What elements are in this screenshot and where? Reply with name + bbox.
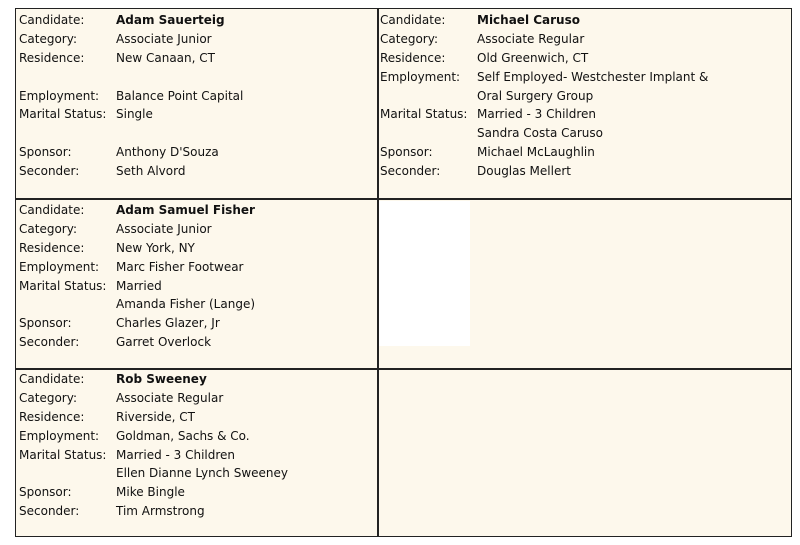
candidate-label: Candidate: bbox=[19, 13, 85, 27]
seconder-label: Seconder: bbox=[19, 164, 80, 179]
category-label: Category: bbox=[19, 221, 77, 236]
employment-value: Goldman, Sachs & Co. bbox=[116, 428, 250, 443]
seconder-value: Seth Alvord bbox=[116, 164, 186, 179]
residence-value: New York, NY bbox=[116, 240, 195, 255]
seconder-value: Garret Overlock bbox=[116, 335, 212, 350]
seconder-label: Seconder: bbox=[19, 335, 80, 350]
candidate-card bbox=[19, 11, 374, 181]
blank-image-area bbox=[379, 201, 470, 346]
sponsor-label: Sponsor: bbox=[380, 145, 433, 160]
employment-value: Balance Point Capital bbox=[116, 88, 244, 103]
sponsor-label: Sponsor: bbox=[19, 145, 72, 160]
category-value: Associate Regular bbox=[116, 390, 224, 405]
seconder-value: Douglas Mellert bbox=[477, 164, 571, 179]
sponsor-label: Sponsor: bbox=[19, 316, 72, 331]
candidate-name: Adam Samuel Fisher bbox=[116, 203, 255, 217]
spouse-name: Sandra Costa Caruso bbox=[477, 126, 604, 141]
marital-status-value: Married - 3 Children bbox=[116, 447, 236, 462]
marital-status-value: Married bbox=[116, 278, 162, 293]
spouse-name: Ellen Dianne Lynch Sweeney bbox=[116, 466, 288, 481]
category-value: Associate Junior bbox=[116, 31, 212, 46]
category-value: Associate Regular bbox=[477, 31, 585, 46]
category-label: Category: bbox=[380, 31, 438, 46]
marital-status-value: Single bbox=[116, 107, 153, 122]
residence-value: Riverside, CT bbox=[116, 409, 196, 424]
row-divider bbox=[16, 198, 791, 200]
category-value: Associate Junior bbox=[116, 221, 212, 236]
category-label: Category: bbox=[19, 390, 77, 405]
employment-label: Employment: bbox=[19, 88, 100, 103]
marital-status-label: Marital Status: bbox=[19, 107, 107, 122]
sponsor-value: Mike Bingle bbox=[116, 485, 185, 500]
candidate-card bbox=[380, 11, 735, 181]
candidate-name: Rob Sweeney bbox=[116, 372, 207, 386]
seconder-label: Seconder: bbox=[380, 164, 441, 179]
sponsor-label: Sponsor: bbox=[19, 485, 72, 500]
blank-row bbox=[19, 124, 374, 143]
residence-value: Old Greenwich, CT bbox=[477, 50, 589, 65]
residence-label: Residence: bbox=[19, 409, 85, 424]
marital-status-label: Marital Status: bbox=[19, 278, 107, 293]
candidate-name: Michael Caruso bbox=[477, 13, 580, 27]
employment-label: Employment: bbox=[19, 428, 100, 443]
marital-status-label: Marital Status: bbox=[380, 107, 468, 122]
seconder-label: Seconder: bbox=[19, 504, 80, 519]
sponsor-value: Michael McLaughlin bbox=[477, 145, 595, 160]
candidate-name: Adam Sauerteig bbox=[116, 13, 225, 27]
marital-status-value: Married - 3 Children bbox=[477, 107, 597, 122]
marital-status-label: Marital Status: bbox=[19, 447, 107, 462]
candidates-table bbox=[15, 8, 792, 537]
candidate-card bbox=[19, 201, 374, 352]
seconder-value: Tim Armstrong bbox=[116, 504, 205, 519]
sponsor-value: Charles Glazer, Jr bbox=[116, 316, 220, 331]
employment-label: Employment: bbox=[19, 259, 100, 274]
candidate-card bbox=[19, 370, 374, 521]
residence-label: Residence: bbox=[380, 50, 446, 65]
category-label: Category: bbox=[19, 31, 77, 46]
residence-label: Residence: bbox=[19, 240, 85, 255]
spouse-name: Amanda Fisher (Lange) bbox=[116, 297, 256, 312]
candidate-label: Candidate: bbox=[19, 372, 85, 386]
candidate-label: Candidate: bbox=[380, 13, 446, 27]
blank-row bbox=[19, 68, 374, 87]
residence-value: New Canaan, CT bbox=[116, 50, 215, 65]
sponsor-value: Anthony D'Souza bbox=[116, 145, 219, 160]
employment-value: Self Employed- Westchester Implant & bbox=[477, 69, 709, 84]
employment-value-continued: Oral Surgery Group bbox=[477, 88, 594, 103]
candidate-label: Candidate: bbox=[19, 203, 85, 217]
employment-value: Marc Fisher Footwear bbox=[116, 259, 244, 274]
residence-label: Residence: bbox=[19, 50, 85, 65]
employment-label: Employment: bbox=[380, 69, 461, 84]
